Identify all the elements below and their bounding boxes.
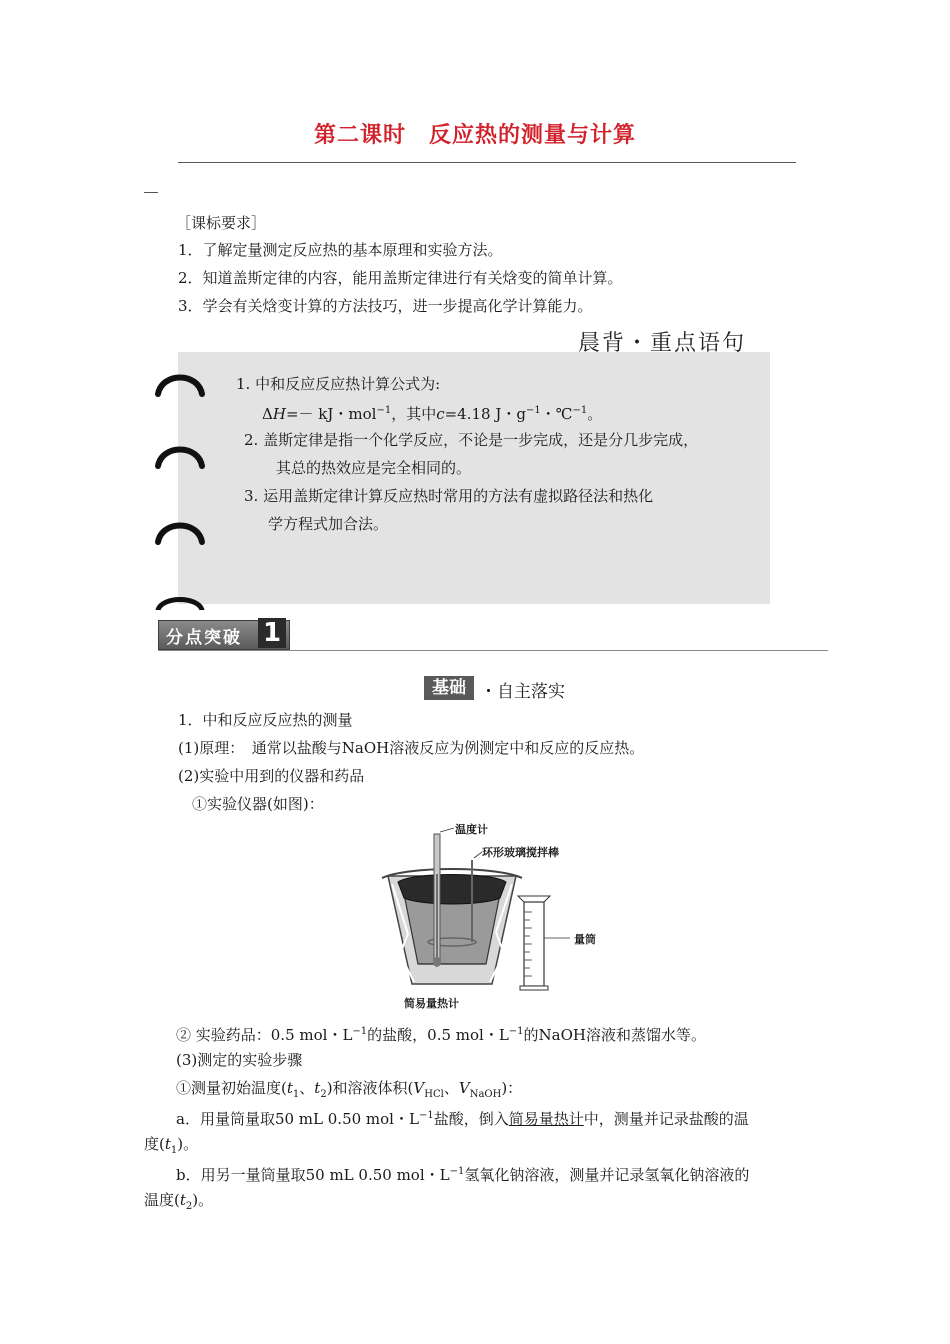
binder-ring-icon (152, 516, 208, 546)
kicker-badge: 基础 (424, 676, 474, 700)
key-item-1-formula: ΔH=－ kJ・mol$^{-1}$，其中c=4.18 J・$g^{-1}$・℃$^{-1}$。 (262, 405, 603, 423)
body-step-b-cont: 温度$(t_2)$。 (144, 1191, 214, 1212)
page-title: 第二课时 反应热的测量与计算 (313, 123, 636, 148)
key-item-3-cont: 学方程式加合法。 (268, 515, 389, 533)
key-item-2: 2. 盖斯定律是指一个化学反应，不论是一步完成，还是分几步完成， (244, 431, 699, 449)
key-item-2-cont: 其总的热效应是完全相同的。 (276, 459, 472, 477)
body-step-a: a．用量筒量取50 mL 0.50 mol・$L^{-1}$盐酸，倒入简易量热计中，测量并记录盐酸的温 (176, 1110, 749, 1128)
body-steps-heading: (3)测定的实验步骤 (176, 1051, 303, 1069)
section-number: 1 (258, 618, 286, 648)
cylinder-label: 量筒 (574, 933, 596, 946)
key-item-1: 1. 中和反应反应热计算公式为: (236, 375, 441, 393)
body-apparatus-heading: (2)实验中用到的仪器和药品 (178, 767, 365, 785)
binder-ring-icon (152, 440, 208, 470)
requirements-heading: ［课标要求］ (176, 214, 267, 232)
body-apparatus-line: ①实验仪器(如图)： (192, 795, 324, 813)
section-divider (158, 650, 828, 651)
stirrer-label: 环形玻璃搅拌棒 (482, 846, 559, 859)
binder-ring-icon (152, 594, 208, 610)
title-rule (178, 162, 796, 163)
lid (398, 875, 506, 905)
binder-ring-icon (152, 368, 208, 398)
body-principle: (1)原理： 通常以盐酸与NaOH溶液反应为例测定中和反应的反应热。 (178, 739, 645, 757)
requirement-item-1: 1．了解定量测定反应热的基本原理和实验方法。 (178, 241, 503, 259)
kicker-text: ・自主落实 (480, 682, 565, 702)
body-reagents: ② 实验药品：0.5 mol・$L^{-1}$的盐酸，0.5 mol・$L^{-1}$的NaOH溶液和蒸馏水等。 (176, 1026, 706, 1044)
body-step-1: ①测量初始温度($t_1$、$t_2$)和溶液体积($V_{HCl}$、$V_{NaOH}$)： (176, 1079, 523, 1100)
key-item-3: 3. 运用盖斯定律计算反应热时常用的方法有虚拟路径法和热化 (244, 487, 654, 505)
thermometer-label: 温度计 (455, 823, 488, 836)
section-label: 分点突破 (166, 628, 242, 648)
body-heading: 1．中和反应反应热的测量 (178, 711, 353, 729)
requirement-item-3: 3．学会有关焓变计算的方法技巧，进一步提高化学计算能力。 (178, 297, 593, 315)
body-step-a-cont: 度$(t_1)$。 (144, 1135, 199, 1156)
figure-caption: 简易量热计 (404, 997, 459, 1010)
key-sentences-header: 晨背・重点语句 (578, 331, 747, 356)
title-rule-tail (144, 192, 158, 193)
body-step-b: b．用另一量筒量取50 mL 0.50 mol・$L^{-1}$氢氧化钠溶液，测量并记录氢氧化钠溶液的 (176, 1166, 750, 1184)
requirement-item-2: 2．知道盖斯定律的内容，能用盖斯定律进行有关焓变的简单计算。 (178, 269, 623, 287)
